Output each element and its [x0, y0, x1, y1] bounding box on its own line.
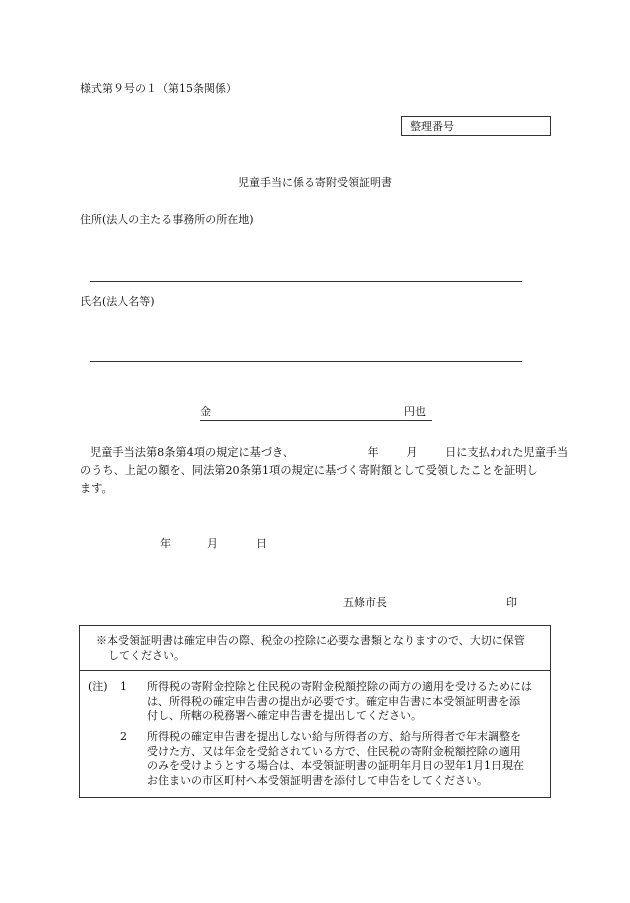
- date-year: 年: [160, 537, 171, 550]
- notice-divider: [80, 670, 550, 671]
- body-line-1: [80, 444, 568, 462]
- seiri-bango-label: 整理番号: [410, 120, 454, 133]
- note-1-line-1: 所得税の寄附金控除と住民税の寄附金税額控除の両方の適用を受けるためには: [147, 680, 532, 693]
- body-line-3: ます。: [80, 482, 113, 495]
- body-line-1-b: 日に支払われた児童手当: [445, 446, 569, 459]
- note-1-line-2: は、所得税の確定申告書の提出が必要です。確定申告書に本受領証明書を添: [147, 694, 521, 708]
- note-2-line-1: 所得税の確定申告書を提出しない給与所得者の方、給与所得者で年末調整を: [147, 730, 521, 743]
- seiri-bango-box: [401, 116, 551, 136]
- note-2-number: 2: [120, 730, 127, 743]
- note-2-line-4: お住まいの市区町村へ本受領証明書を添付して申告をしてください。: [147, 773, 488, 787]
- notice-main-line-1: ※本受領証明書は確定申告の際、税金の控除に必要な書類となりますので、大切に保管: [96, 634, 525, 647]
- note-label: (注): [88, 680, 108, 693]
- name-line[interactable]: [90, 361, 522, 362]
- note-2-line-2: 受けた方、又は年金を受給されている方で、住民税の寄附金税額控除の適用: [147, 744, 521, 758]
- form-number: 様式第９号の１（第15条関係）: [80, 82, 237, 95]
- document-title: 児童手当に係る寄附受領証明書: [238, 176, 392, 189]
- seal-mark: 印: [506, 596, 517, 609]
- issuer-mayor: 五條市長: [343, 596, 387, 609]
- note-2-line-3: のみを受けようとする場合は、本受領証明書の証明年月日の翌年1月1日現在: [147, 759, 524, 772]
- amount-suffix: 円也: [404, 405, 426, 418]
- note-1-number: 1: [120, 680, 127, 693]
- notice-box: [79, 625, 551, 798]
- name-label: 氏名(法人名等): [80, 295, 155, 308]
- amount-line[interactable]: [200, 420, 432, 421]
- address-line[interactable]: [90, 281, 522, 282]
- notice-main-line-2: してください。: [108, 649, 185, 662]
- body-line-1-year: 年: [367, 446, 379, 459]
- date-day: 日: [256, 537, 267, 550]
- amount-prefix: 金: [200, 405, 211, 418]
- note-1-line-3: 付し、所轄の税務署へ確定申告書を提出してください。: [147, 709, 422, 722]
- body-line-2: のうち、上記の額を、同法第20条第1項の規定に基づく寄附額として受領したことを証明し: [80, 464, 538, 477]
- body-line-1-a: 児童手当法第8条第4項の規定に基づき、: [90, 446, 294, 459]
- body-line-1-month: 月: [406, 446, 418, 459]
- date-month: 月: [207, 537, 218, 550]
- address-label: 住所(法人の主たる事務所の所在地): [80, 213, 254, 226]
